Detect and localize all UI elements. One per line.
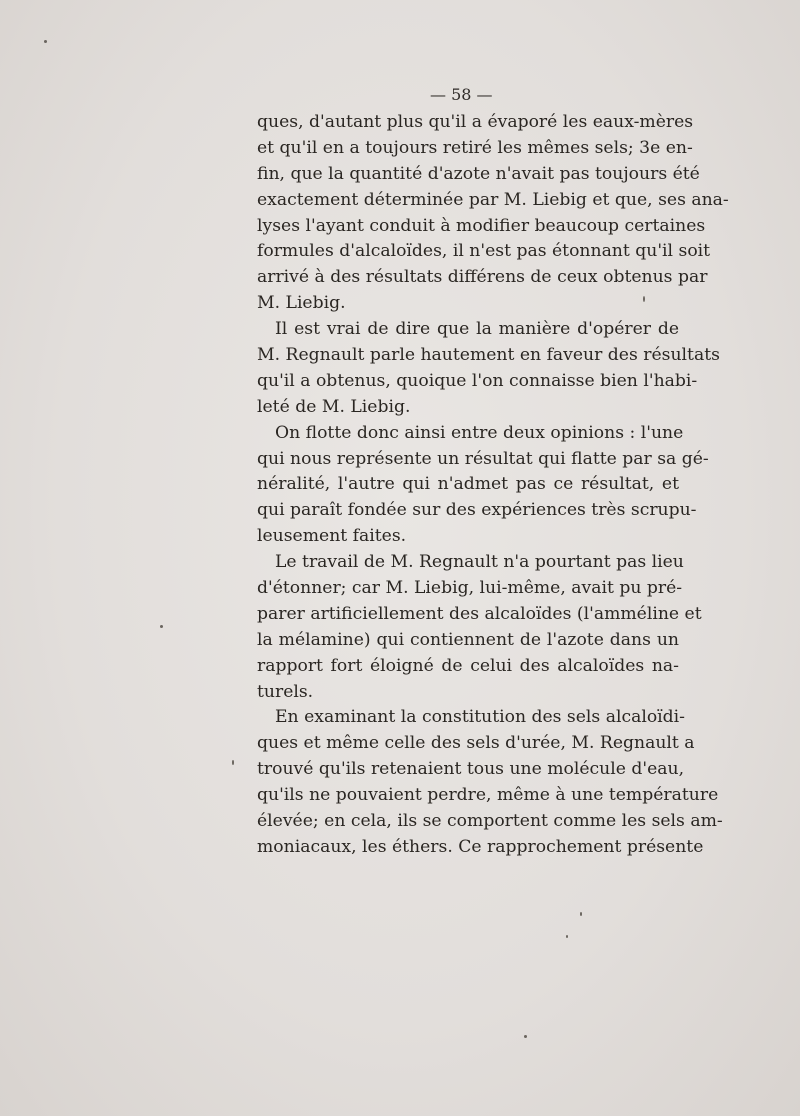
text-line: lyses l'ayant conduit à modifier beaucoup certaines [257,215,706,236]
paper-speck [232,760,234,765]
text-line: qu'il a obtenus, quoique l'on connaisse bien l'habi- [257,370,698,391]
text-line: d'étonner; car M. Liebig, lui-même, avait pu pré- [257,578,683,599]
text-line: leusement faites. [257,526,407,547]
text-line: leté de M. Liebig. [257,396,411,417]
text-line: Le travail de M. Regnault n'a pourtant pas lieu [275,552,684,573]
text-line: qu'ils ne pouvaient perdre, même à une température [257,785,719,806]
paper-speck [160,625,163,628]
text-line: la mélamine) qui contiennent de l'azote dans un [257,629,679,650]
text-line: trouvé qu'ils retenaient tous une molécule d'eau, [257,759,685,780]
body-text [257,110,729,861]
text-line: formules d'alcaloïdes, il n'est pas étonnant qu'il soit [257,241,711,262]
text-line: On flotte donc ainsi entre deux opinions : l'une [275,422,684,443]
text-line: M. Regnault parle hautement en faveur des résultats [257,345,720,366]
text-line: arrivé à des résultats différens de ceux obtenus par [257,267,708,288]
text-line: exactement déterminée par M. Liebig et que, ses ana- [257,189,729,210]
text-line: En examinant la constitution des sels alcaloïdi- [275,707,685,728]
paper-speck [580,912,582,916]
text-line: qui paraît fondée sur des expériences très scrupu- [257,500,697,521]
text-line: turels. [257,681,314,702]
text-line: ques et même celle des sels d'urée, M. Regnault a [257,733,695,754]
paper-speck [44,40,47,43]
text-line: rapport fort éloigné de celui des alcaloïdes na- [257,655,679,676]
text-line: M. Liebig. [257,293,346,314]
text-line: fin, que la quantité d'azote n'avait pas toujours été [257,163,700,184]
paper-speck [566,935,568,938]
text-line: ques, d'autant plus qu'il a évaporé les eaux-mères [257,112,694,132]
text-line: moniacaux, les éthers. Ce rapprochement présente [257,836,704,857]
paper-speck [524,1035,527,1038]
page-number: — 58 — [430,85,493,104]
text-line: et qu'il en a toujours retiré les mêmes sels; 3e en- [257,137,693,158]
text-line: élevée; en cela, ils se comportent comme les sels am- [257,811,723,832]
text-line: néralité, l'autre qui n'admet pas ce résultat, et [257,474,679,495]
text-line: Il est vrai de dire que la manière d'opérer de [275,319,679,340]
text-line: qui nous représente un résultat qui flatte par sa gé- [257,448,709,469]
text-line: parer artificiellement des alcaloïdes (l'amméline et [257,603,702,624]
